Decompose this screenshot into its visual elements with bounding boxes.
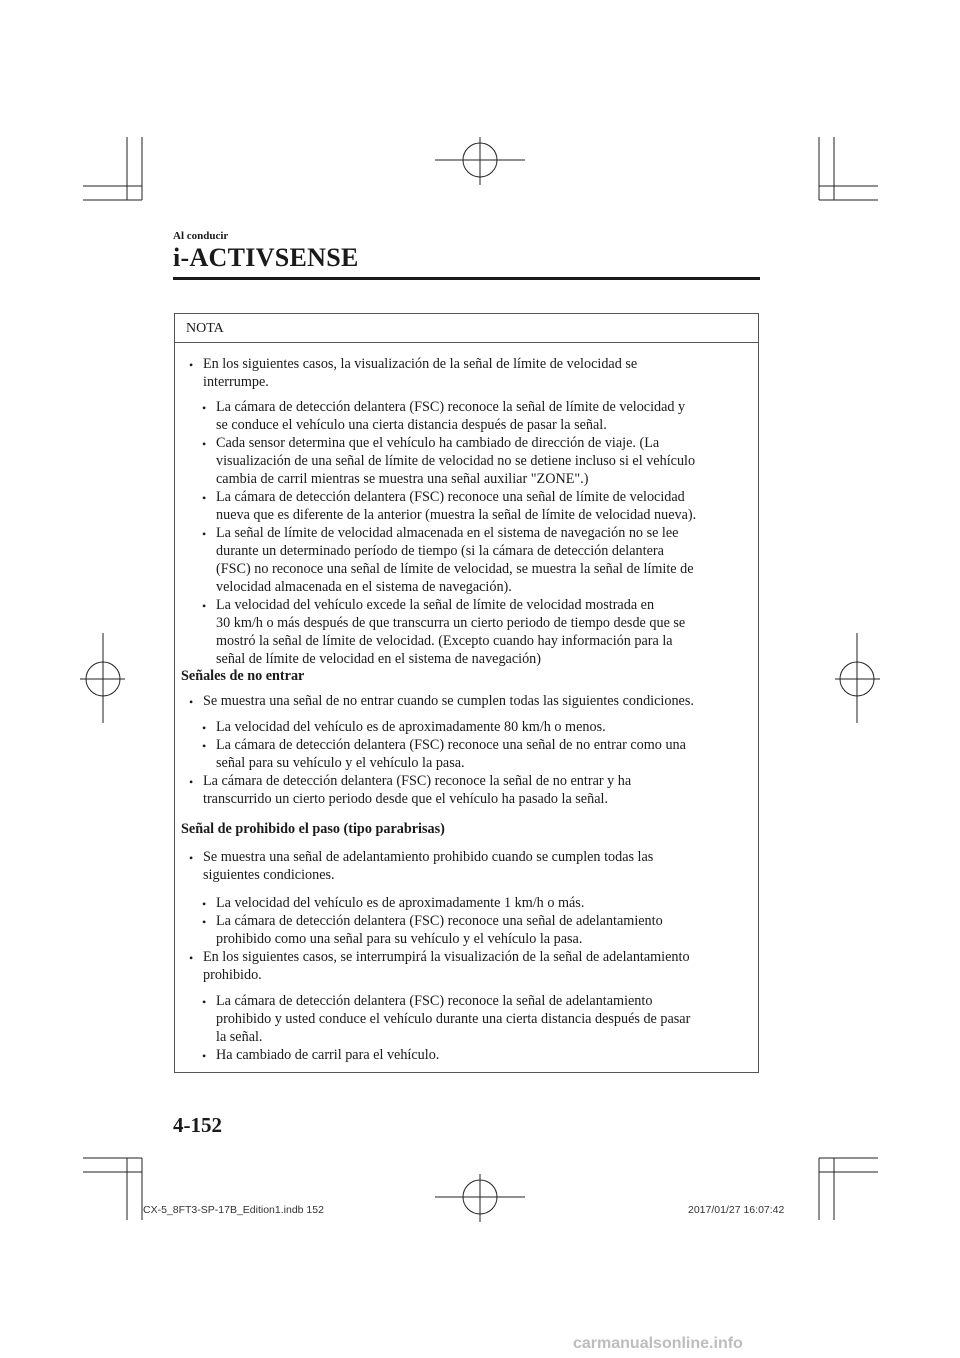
- bullet-icon: •: [202, 401, 207, 415]
- bullet-icon: •: [202, 1049, 207, 1063]
- note-line: prohibido como una señal para su vehículo y el vehículo la pasa.: [216, 931, 583, 947]
- note-line: señal de límite de velocidad en el sistema de navegación): [216, 651, 542, 667]
- title-rule: [173, 277, 760, 280]
- note-line: La cámara de detección delantera (FSC) reconoce una señal de adelantamiento: [216, 913, 663, 929]
- note-line: siguientes condiciones.: [203, 867, 335, 883]
- note-line: interrumpe.: [203, 374, 269, 390]
- note-line: mostró la señal de límite de velocidad. (Excepto cuando hay información para la: [216, 633, 673, 649]
- note-line: nueva que es diferente de la anterior (muestra la señal de límite de velocidad nueva).: [216, 507, 697, 523]
- note-line: La cámara de detección delantera (FSC) reconoce la señal de límite de velocidad y: [216, 399, 686, 415]
- bullet-icon: •: [202, 491, 207, 505]
- bullet-icon: •: [202, 527, 207, 541]
- footer-timestamp: 2017/01/27 16:07:42: [688, 1204, 785, 1216]
- bullet-icon: •: [202, 721, 207, 735]
- note-line: 30 km/h o más después de que transcurra un cierto periodo de tiempo desde que se: [216, 615, 686, 631]
- bullet-icon: •: [189, 951, 194, 965]
- bullet-icon: •: [189, 358, 194, 372]
- note-line: prohibido.: [203, 967, 262, 983]
- note-line: la señal.: [216, 1029, 263, 1045]
- note-line: se conduce el vehículo una cierta distancia después de pasar la señal.: [216, 417, 607, 433]
- bullet-icon: •: [202, 437, 207, 451]
- note-line: visualización de una señal de límite de velocidad no se detiene incluso si el vehículo: [216, 453, 696, 469]
- note-label: NOTA: [186, 321, 224, 336]
- bullet-icon: •: [202, 739, 207, 753]
- note-line: La velocidad del vehículo excede la señal de límite de velocidad mostrada en: [216, 597, 655, 613]
- note-line: transcurrido un cierto periodo desde que el vehículo ha pasado la señal.: [203, 791, 608, 807]
- note-line: Cada sensor determina que el vehículo ha cambiado de dirección de viaje. (La: [216, 435, 660, 451]
- note-line: Se muestra una señal de no entrar cuando se cumplen todas las siguientes condiciones.: [203, 693, 694, 709]
- bullet-icon: •: [202, 897, 207, 911]
- note-line: La señal de límite de velocidad almacenada en el sistema de navegación no se lee: [216, 525, 679, 541]
- note-line: La cámara de detección delantera (FSC) reconoce una señal de no entrar como una: [216, 737, 686, 753]
- note-line: La cámara de detección delantera (FSC) reconoce la señal de adelantamiento: [216, 993, 653, 1009]
- note-line: En los siguientes casos, se interrumpirá la visualización de la señal de adelantamiento: [203, 949, 690, 965]
- bullet-icon: •: [189, 695, 194, 709]
- note-line: cambia de carril mientras se muestra una señal auxiliar "ZONE".): [216, 471, 589, 487]
- page-number: 4-152: [173, 1113, 222, 1137]
- bullet-icon: •: [189, 775, 194, 789]
- note-line: señal para su vehículo y el vehículo la pasa.: [216, 755, 465, 771]
- note-line: Se muestra una señal de adelantamiento prohibido cuando se cumplen todas las: [203, 849, 654, 865]
- note-line: La velocidad del vehículo es de aproximadamente 80 km/h o menos.: [216, 719, 606, 735]
- note-line: Ha cambiado de carril para el vehículo.: [216, 1047, 440, 1063]
- bullet-icon: •: [202, 599, 207, 613]
- watermark: carmanualsonline.info: [573, 1335, 743, 1352]
- subheading-no-entry: Señales de no entrar: [181, 668, 305, 684]
- bullet-icon: •: [202, 915, 207, 929]
- note-line: La cámara de detección delantera (FSC) reconoce una señal de límite de velocidad: [216, 489, 685, 505]
- footer-file-name: CX-5_8FT3-SP-17B_Edition1.indb 152: [143, 1204, 324, 1216]
- note-line: prohibido y usted conduce el vehículo durante una cierta distancia después de pasar: [216, 1011, 691, 1027]
- section-label: Al conducir: [173, 230, 229, 242]
- bullet-icon: •: [202, 995, 207, 1009]
- subheading-no-passing: Señal de prohibido el paso (tipo parabrisas): [181, 821, 445, 837]
- bullet-icon: •: [189, 851, 194, 865]
- note-line: (FSC) no reconoce una señal de límite de velocidad, se muestra la señal de límite de: [216, 561, 694, 577]
- note-line: La velocidad del vehículo es de aproximadamente 1 km/h o más.: [216, 895, 585, 911]
- page-title: i-ACTIVSENSE: [173, 243, 359, 272]
- note-line: En los siguientes casos, la visualización de la señal de límite de velocidad se: [203, 356, 638, 372]
- note-line: durante un determinado período de tiempo (si la cámara de detección delantera: [216, 543, 664, 559]
- note-line: La cámara de detección delantera (FSC) reconoce la señal de no entrar y ha: [203, 773, 632, 789]
- note-header: [175, 314, 758, 343]
- note-box: [174, 313, 759, 1073]
- note-line: velocidad almacenada en el sistema de navegación).: [216, 579, 512, 595]
